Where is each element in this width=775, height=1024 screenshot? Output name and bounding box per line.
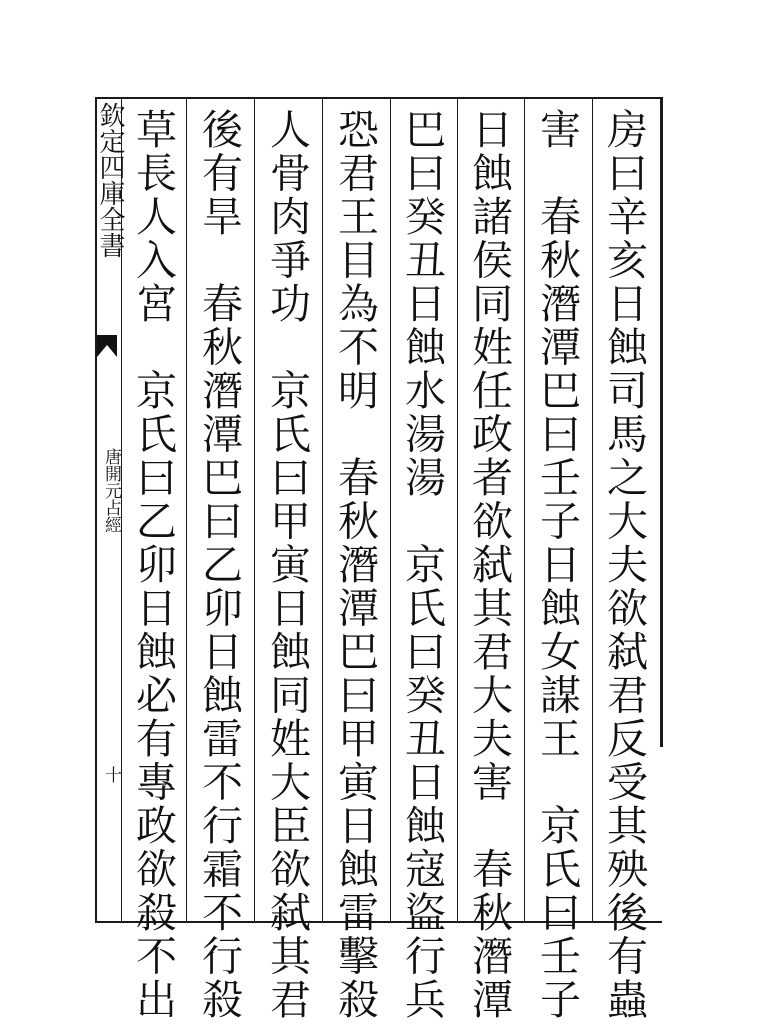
- column-divider: [254, 97, 255, 923]
- text-column-2: 害 春秋潛潭巴曰壬子日蝕女謀王 京氏曰壬子: [533, 108, 581, 1022]
- text-column-4: 巴曰癸丑日蝕水湯湯 京氏曰癸丑日蝕寇盜行兵: [398, 108, 446, 1022]
- column-divider: [592, 97, 593, 923]
- column-divider: [390, 97, 391, 923]
- frame-top-rule: [95, 97, 662, 99]
- column-divider: [186, 97, 187, 923]
- chapter-title: 唐開元占經: [101, 448, 121, 533]
- text-column-7: 後有旱 春秋潛潭巴曰乙卯日蝕雷不行霜不行殺: [195, 108, 243, 1022]
- text-column-8: 草長人入宮 京氏曰乙卯日蝕必有專政欲殺不出: [129, 108, 177, 1022]
- book-title: 欽定四庫全書: [95, 102, 125, 258]
- text-column-6: 人骨肉爭功 京氏曰甲寅日蝕同姓大臣欲弑其君: [263, 108, 311, 1022]
- text-column-1: 房曰辛亥日蝕司馬之大夫欲弑君反受其殃後有蟲: [600, 108, 648, 1022]
- text-column-3: 日蝕諸侯同姓任政者欲弑其君大夫害 春秋潛潭: [465, 108, 513, 1022]
- text-column-5: 恐君王目為不明 春秋潛潭巴曰甲寅日蝕雷擊殺: [331, 108, 379, 1022]
- column-divider: [322, 97, 323, 923]
- page-number: 十: [101, 766, 121, 783]
- fish-tail-mark: [97, 335, 117, 357]
- column-divider: [457, 97, 458, 923]
- column-divider: [524, 97, 525, 923]
- frame-right-rule: [660, 97, 663, 747]
